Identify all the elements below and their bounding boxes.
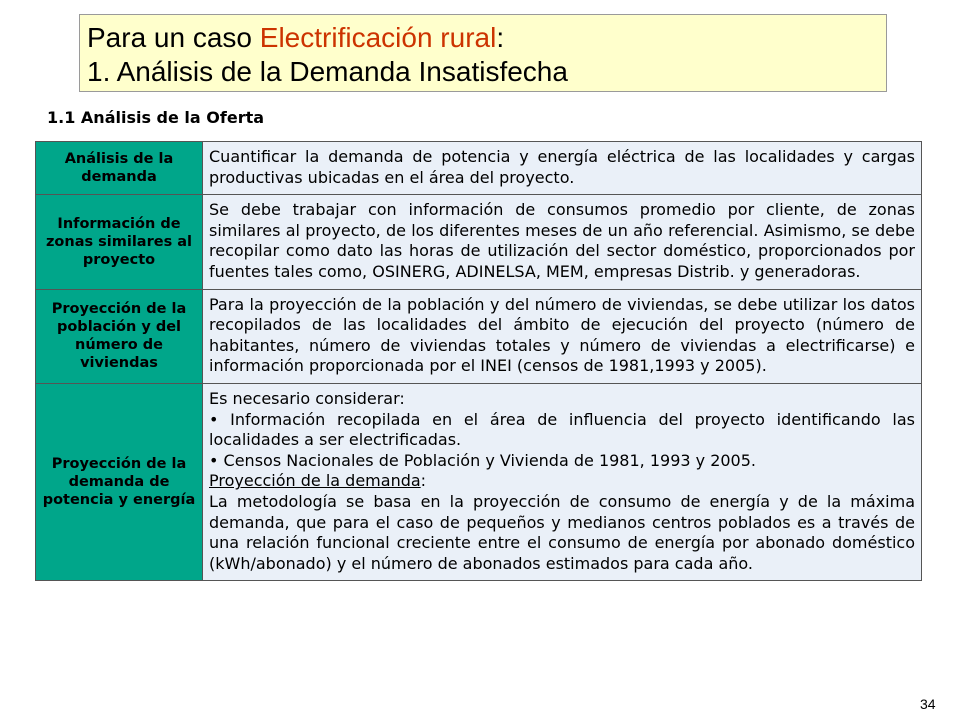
row-label: Proyección de la demanda de potencia y energía (36, 383, 203, 580)
table-row (36, 195, 922, 289)
analysis-table (35, 141, 922, 581)
section-subheading: 1.1 Análisis de la Oferta (47, 108, 265, 127)
row-subtitle-line (209, 471, 915, 492)
row-label: Análisis de la demanda (36, 142, 203, 195)
title-accent: Electrificación rural (259, 22, 497, 53)
table-row (36, 289, 922, 383)
title-line-2: 1. Análisis de la Demanda Insatisfecha (87, 56, 568, 87)
bullet-text: Censos Nacionales de Población y Vivienda de 1981, 1993 y 2005. (223, 450, 756, 470)
table-row (36, 383, 922, 580)
row-content: Se debe trabajar con información de consumos promedio por cliente, de zonas similares al proyecto, de los diferentes meses de un año referencial. Asimismo, se debe recopilar como dato las horas de utilización del sector doméstico, proporcionados por fuentes tales como, OSINERG, ADINELSA, MEM, empresas Distrib. y generadoras. (203, 195, 922, 289)
row-label: Proyección de la población y del número de viviendas (36, 289, 203, 383)
bullet-item: • Información recopilada en el área de influencia del proyecto identificando las localidades a ser electrificadas. (209, 409, 915, 450)
slide-title (79, 14, 887, 92)
row-subtitle: Proyección de la demanda (209, 471, 421, 491)
table-row (36, 142, 922, 195)
title-suffix: : (496, 22, 505, 53)
bullet-item: • Censos Nacionales de Población y Vivienda de 1981, 1993 y 2005. (209, 450, 756, 470)
title-prefix: Para un caso (87, 22, 260, 53)
row-paragraph: La metodología se basa en la proyección de consumo de energía y de la máxima demanda, que para el caso de pequeños y medianos centros poblados es a través de una relación funcional creciente entre el consumo de energía por abonado doméstico (kWh/abonado) y el número de abonados estimados para cada año. (209, 491, 915, 573)
row-content (203, 383, 922, 580)
bullet-text: Información recopilada en el área de influencia del proyecto identificando las localidades a ser electrificadas. (209, 409, 915, 450)
page-number: 34 (920, 696, 936, 712)
row-content: Para la proyección de la población y del número de viviendas, se debe utilizar los datos recopilados de las localidades del ámbito de ejecución del proyecto (número de habitantes, número de viviendas totales y número de viviendas a electrificarse) e información proporcionada por el INEI (censos de 1981,1993 y 2005). (203, 289, 922, 383)
row-content: Cuantificar la demanda de potencia y energía eléctrica de las localidades y cargas productivas ubicadas en el área del proyecto. (203, 142, 922, 195)
title-line-1 (87, 21, 886, 55)
row-label: Información de zonas similares al proyecto (36, 195, 203, 289)
row-intro: Es necesario considerar: (209, 388, 405, 408)
row-subtitle-colon: : (420, 471, 427, 491)
